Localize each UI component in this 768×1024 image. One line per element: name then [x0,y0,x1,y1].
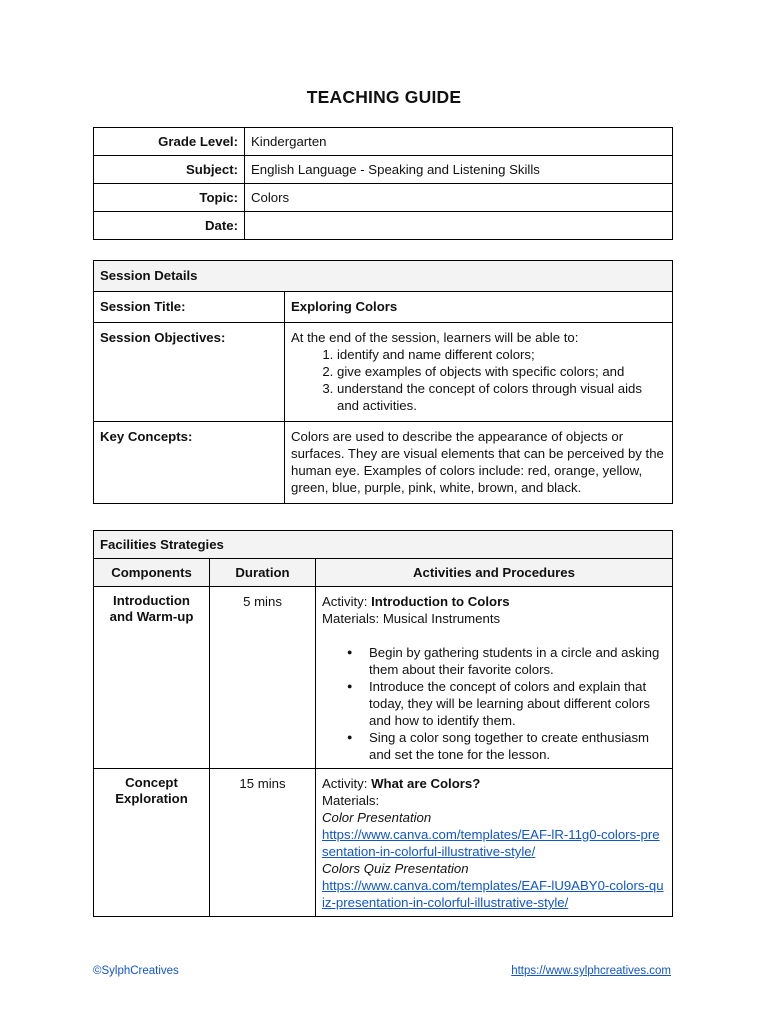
materials-line: Materials: Musical Instruments [322,611,501,626]
footer-copyright: ©SylphCreatives [93,965,179,977]
activity-prefix: Activity: [322,776,372,791]
session-title-value: Exploring Colors [285,292,673,323]
table-row [94,184,673,212]
grade-level-label: Grade Level: [94,128,245,156]
column-header-activities: Activities and Procedures [316,559,673,587]
grade-level-value: Kindergarten [245,128,673,156]
session-objectives-cell [285,323,673,422]
objectives-intro: At the end of the session, learners will be able to: [291,330,579,345]
activity-cell [316,587,673,769]
list-item: 3. understand the concept of colors through visual aids and activities. [337,380,666,414]
facilities-header: Facilities Strategies [94,531,673,559]
table-row [94,323,673,422]
date-value [245,212,673,240]
key-concepts-label: Key Concepts: [94,422,285,504]
table-row [94,769,673,917]
objectives-list [291,346,666,414]
topic-label: Topic: [94,184,245,212]
table-row [94,531,673,559]
resource-name: Colors Quiz Presentation [322,861,469,876]
list-item: 1. identify and name different colors; [337,346,666,363]
list-item: ● Sing a color song together to create enthusiasm and set the tone for the lesson. [369,729,666,763]
info-table [93,127,673,240]
page-title: TEACHING GUIDE [306,87,462,107]
session-details-table [93,260,673,504]
table-row [94,212,673,240]
subject-value: English Language - Speaking and Listening Skills [245,156,673,184]
table-row [94,422,673,504]
column-header-components: Components [94,559,210,587]
procedure-list [322,644,666,763]
topic-value: Colors [245,184,673,212]
table-row [94,292,673,323]
activity-line [322,775,666,792]
duration-cell: 15 mins [210,769,316,917]
subject-label: Subject: [94,156,245,184]
resource-link[interactable]: https://www.canva.com/templates/EAF-lU9ABY0-colors-quiz-presentation-in-colorful-illustrative-style/ [322,878,664,910]
materials-line: Materials: [322,793,380,808]
activity-title: Introduction to Colors [371,594,510,609]
table-row [94,128,673,156]
list-item: 2. give examples of objects with specific colors; and [337,363,666,380]
component-cell: Introduction and Warm-up [94,587,210,769]
activity-cell [316,769,673,917]
key-concepts-value: Colors are used to describe the appearance of objects or surfaces. They are visual elements that can be perceived by the human eye. Examples of colors include: red, orange, yellow, green, blue, purple, pink, white, brown, and black. [285,422,673,504]
table-header-row [94,559,673,587]
date-label: Date: [94,212,245,240]
table-row [94,261,673,292]
activity-prefix: Activity: [322,594,372,609]
table-row [94,156,673,184]
session-title-label: Session Title: [94,292,285,323]
list-item: ● Begin by gathering students in a circle and asking them about their favorite colors. [369,644,666,678]
table-row [94,587,673,769]
facilities-strategies-table [93,530,673,917]
activity-title: What are Colors? [371,776,481,791]
column-header-duration: Duration [210,559,316,587]
duration-cell: 5 mins [210,587,316,769]
component-cell: Concept Exploration [94,769,210,917]
list-item: ● Introduce the concept of colors and explain that today, they will be learning about different colors and how to identify them. [369,678,666,729]
activity-line [322,593,666,610]
resource-link[interactable]: https://www.canva.com/templates/EAF-lR-11g0-colors-presentation-in-colorful-illustrative-style/ [322,827,660,859]
resource-name: Color Presentation [322,810,432,825]
session-objectives-label: Session Objectives: [94,323,285,422]
session-details-header: Session Details [94,261,673,292]
footer-website-link[interactable]: https://www.sylphcreatives.com [511,965,671,977]
